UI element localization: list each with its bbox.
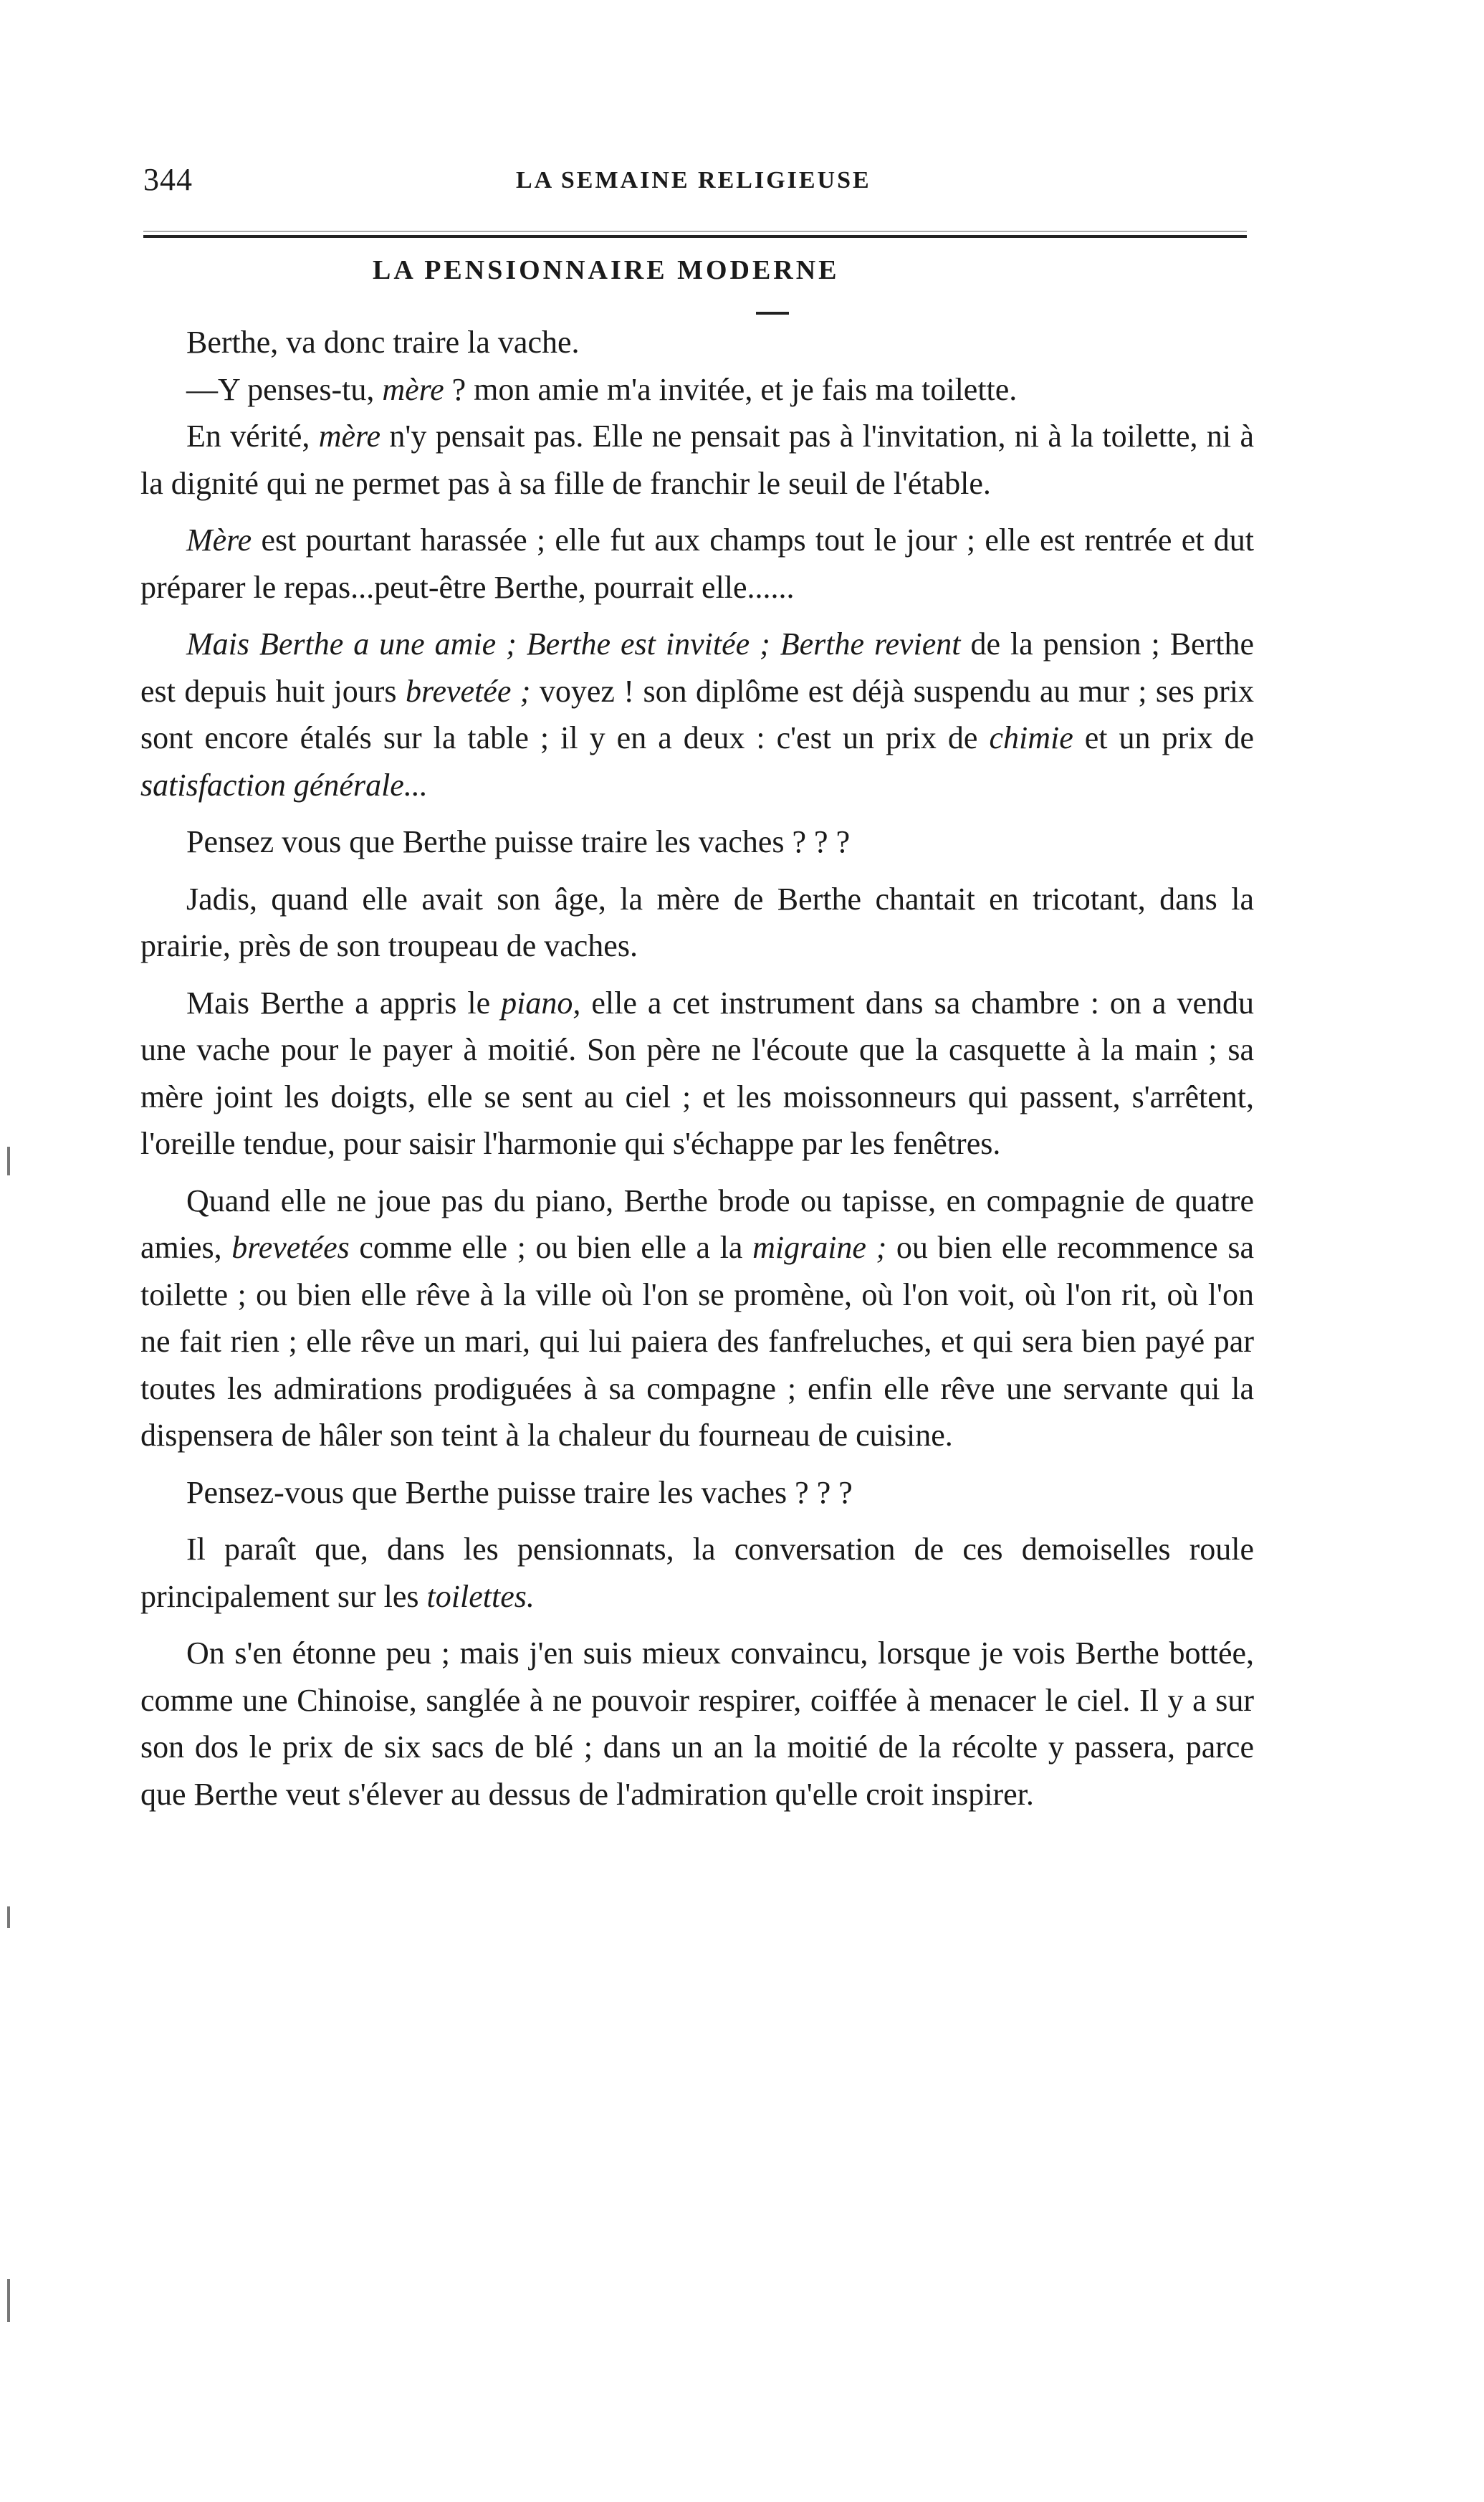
article-body [140,319,1254,1818]
text-run: de la pension ; Berthe est depuis huit jours [140,626,1254,709]
text-run: Pensez-vous que Berthe puisse traire les vaches ? ? ? [186,1474,853,1510]
text-run: Pensez vous que Berthe puisse traire les vaches ? ? ? [186,824,851,859]
article-title: LA PENSIONNAIRE MODERNE [373,255,840,285]
paragraph [140,818,1254,866]
paragraph [140,366,1254,414]
margin-mark [7,2279,10,2322]
italic-text-run: Mais Berthe a une amie ; Berthe est invitée ; Berthe revient [186,626,961,662]
text-run: —Y penses-tu, [186,371,383,407]
italic-text-run: toilettes. [426,1578,535,1614]
text-run: On s'en étonne peu ; mais j'en suis mieux convaincu, lorsque je vois Berthe bottée, comme une Chinoise, sanglée à ne pouvoir respirer, coiffée à menacer le ciel. Il y a sur son dos le prix de six sacs de blé ; dans un an la moitié de la récolte y passera, parce que Berthe veut s'élever au dessus de l'admiration qu'elle croit inspirer. [140,1636,1254,1812]
italic-text-run: migraine ; [752,1230,887,1265]
journal-title: LA SEMAINE RELIGIEUSE [516,167,871,194]
text-run: En vérité, [186,419,319,454]
text-run: elle a cet instrument dans sa chambre : on a vendu une vache pour le payer à moitié. Son père ne l'écoute que la casquette à la main ; sa mère joint les doigts, elle se sent au ciel ; et les moissonneurs qui passent, s'arrêtent, l'oreille tendue, pour saisir l'harmonie qui s'échappe par les fenêtres. [140,985,1254,1161]
paragraph [140,1178,1254,1459]
paragraph [140,876,1254,970]
italic-text-run: mère [382,371,444,407]
paragraph [140,1526,1254,1620]
italic-text-run: brevetées [231,1230,350,1265]
italic-text-run: brevetée ; [405,673,531,709]
text-run: ? mon amie m'a invitée, et je fais ma toilette. [444,371,1018,407]
paragraph [140,319,1254,366]
text-run: Jadis, quand elle avait son âge, la mère de Berthe chantait en tricotant, dans la prairie, près de son troupeau de vaches. [140,881,1254,963]
text-run: voyez ! son diplôme est déjà suspendu au mur ; ses prix sont encore étalés sur la table ; il y en a deux : c'est un prix de [140,673,1255,755]
page-number: 344 [143,162,193,197]
text-run: Mais Berthe a appris le [186,985,502,1021]
text-run: Berthe, va donc traire la vache. [186,325,580,360]
text-run: ou bien elle recommence sa toilette ; ou bien elle rêve à la ville où l'on se promène, où l'on voit, où l'on rit, où l'on ne fait rien ; elle rêve un mari, qui lui paiera des fanfreluches, et qui sera bien payé par toutes les admirations prodiguées à sa compagne ; enfin elle rêve une servante qui la dispensera de hâler son teint à la chaleur du fourneau de cuisine. [140,1230,1254,1453]
paragraph [140,621,1254,808]
text-run: est pourtant harassée ; elle fut aux champs tout le jour ; elle est rentrée et dut préparer le repas...peut-être Berthe, pourrait elle...... [140,522,1254,605]
running-head [143,161,1247,211]
text-run: et un prix de [1073,720,1254,755]
paragraph [140,517,1254,611]
text-run: Il paraît que, dans les pensionnats, la conversation de ces demoiselles roule principalement sur les [140,1532,1254,1614]
header-rule [143,235,1247,238]
margin-mark [7,1906,10,1928]
italic-text-run: satisfaction générale... [140,767,428,803]
italic-text-run: piano, [501,985,581,1021]
margin-mark [7,1147,10,1175]
italic-text-run: mère [318,419,381,454]
text-run: comme elle ; ou bien elle a la [349,1230,753,1265]
text-run: n'y pensait pas. Elle ne pensait pas à l'invitation, ni à la toilette, ni à la dignité qui ne permet pas à sa fille de franchir le seuil de l'étable. [140,419,1255,501]
paragraph [140,980,1254,1168]
paragraph [140,1469,1254,1517]
italic-text-run: Mère [186,522,252,558]
paragraph [140,1630,1254,1818]
text-run: Quand elle ne joue pas du piano, Berthe brode ou tapisse, en compagnie de quatre amies, [140,1183,1254,1265]
title-ornament-dash [756,312,789,315]
italic-text-run: chimie [989,720,1073,755]
paragraph [140,413,1254,507]
